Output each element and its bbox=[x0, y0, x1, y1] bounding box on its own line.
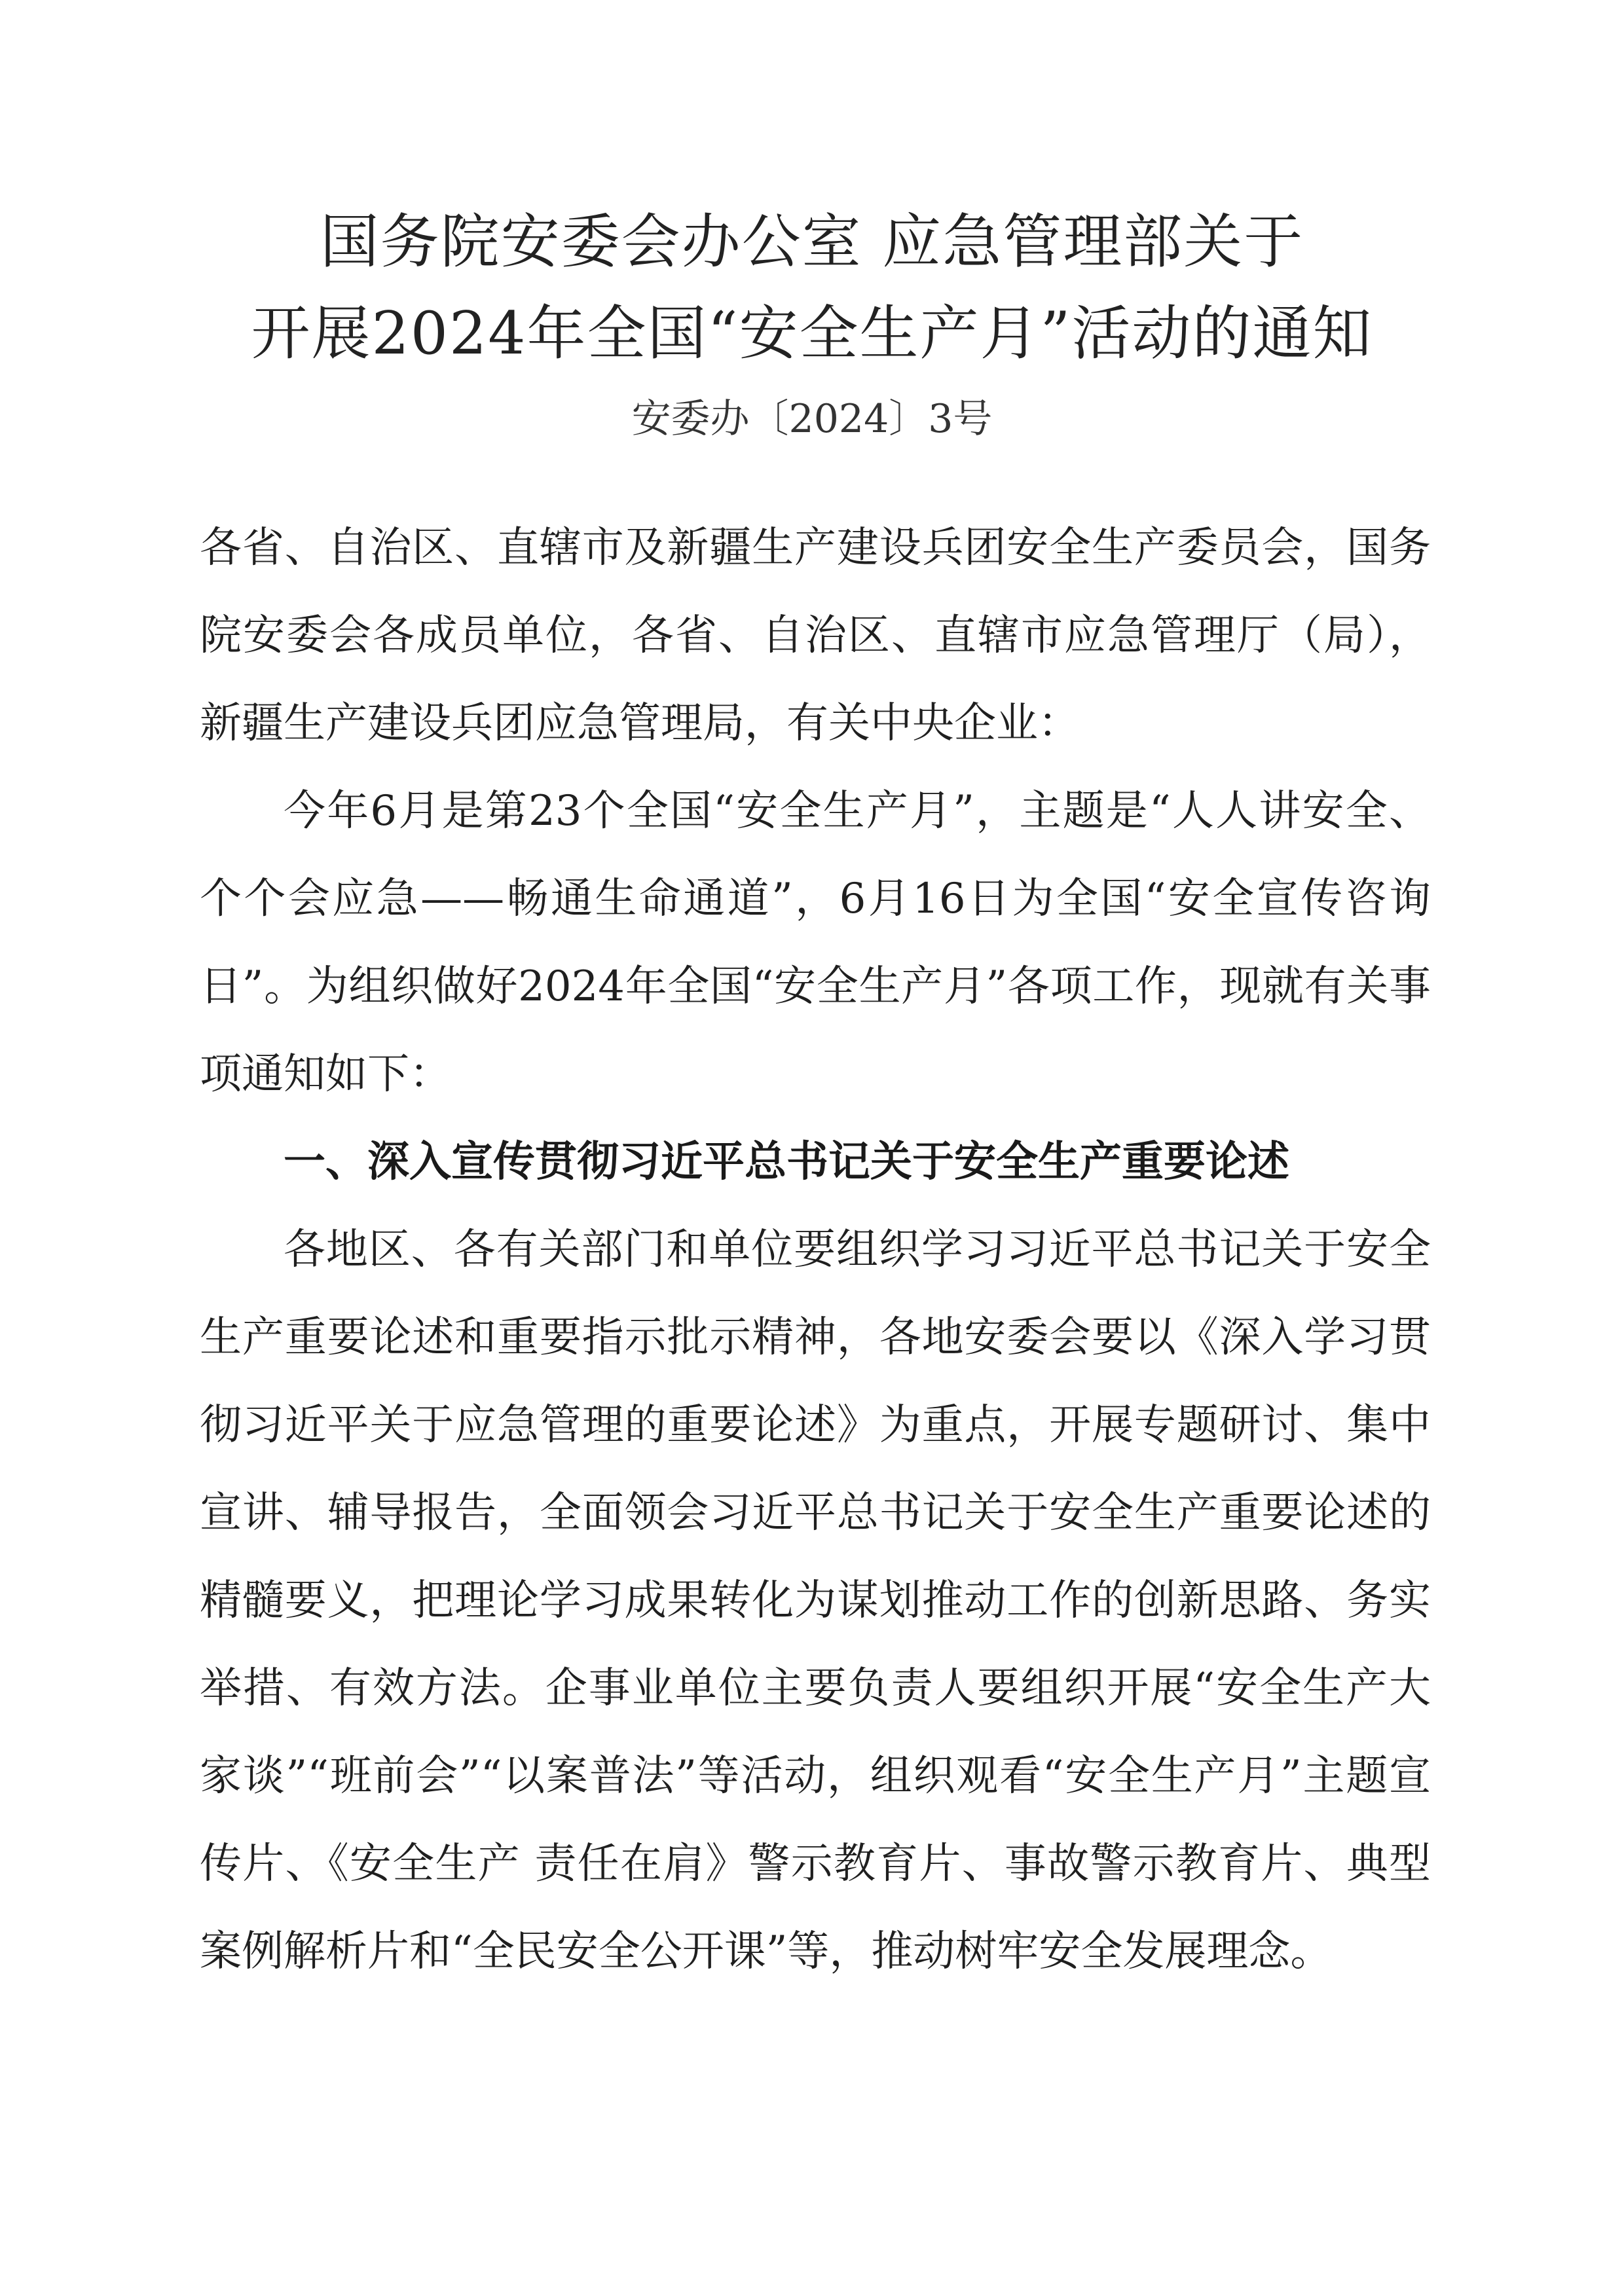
document-title-line-2: 开展2024年全国“安全生产月”活动的通知 bbox=[251, 299, 1373, 368]
document-title-line-1: 国务院安委会办公室 应急管理部关于 bbox=[320, 208, 1304, 276]
addressees-paragraph: 各省、自治区、直辖市及新疆生产建设兵团安全生产委员会，国务院安委会各成员单位，各省、自治区、直辖市应急管理厅（局），新疆生产建设兵团应急管理局，有关中央企业： bbox=[200, 524, 1431, 748]
section-1-paragraph: 各地区、各有关部门和单位要组织学习习近平总书记关于安全生产重要论述和重要指示批示精神，各地安委会要以《深入学习贯彻习近平关于应急管理的重要论述》为重点，开展专题研讨、集中宣讲、辅导报告，全面领会习近平总书记关于安全生产重要论述的精髓要义，把理论学习成果转化为谋划推动工作的创新思路、务实举措、有效方法。企事业单位主要负责人要组织开展“安全生产大家谈”“班前会”“以案普法”等活动，组织观看“安全生产月”主题宣传片、《安全生产 责任在肩》警示教育片、事故警示教育片、典型案例解析片和“全民安全公开课”等，推动树牢安全发展理念。 bbox=[200, 1226, 1431, 1976]
document-body bbox=[200, 504, 1431, 1995]
document-number: 安委办〔2024〕3号 bbox=[631, 396, 993, 442]
intro-paragraph: 今年6月是第23个全国“安全生产月”，主题是“人人讲安全、个个会应急——畅通生命通道”，6月16日为全国“安全宣传咨询日”。为组织做好2024年全国“安全生产月”各项工作，现就有关事项通知如下： bbox=[200, 787, 1431, 1099]
title-block bbox=[0, 196, 1624, 452]
section-1-heading: 一、深入宣传贯彻习近平总书记关于安全生产重要论述 bbox=[284, 1137, 1289, 1186]
